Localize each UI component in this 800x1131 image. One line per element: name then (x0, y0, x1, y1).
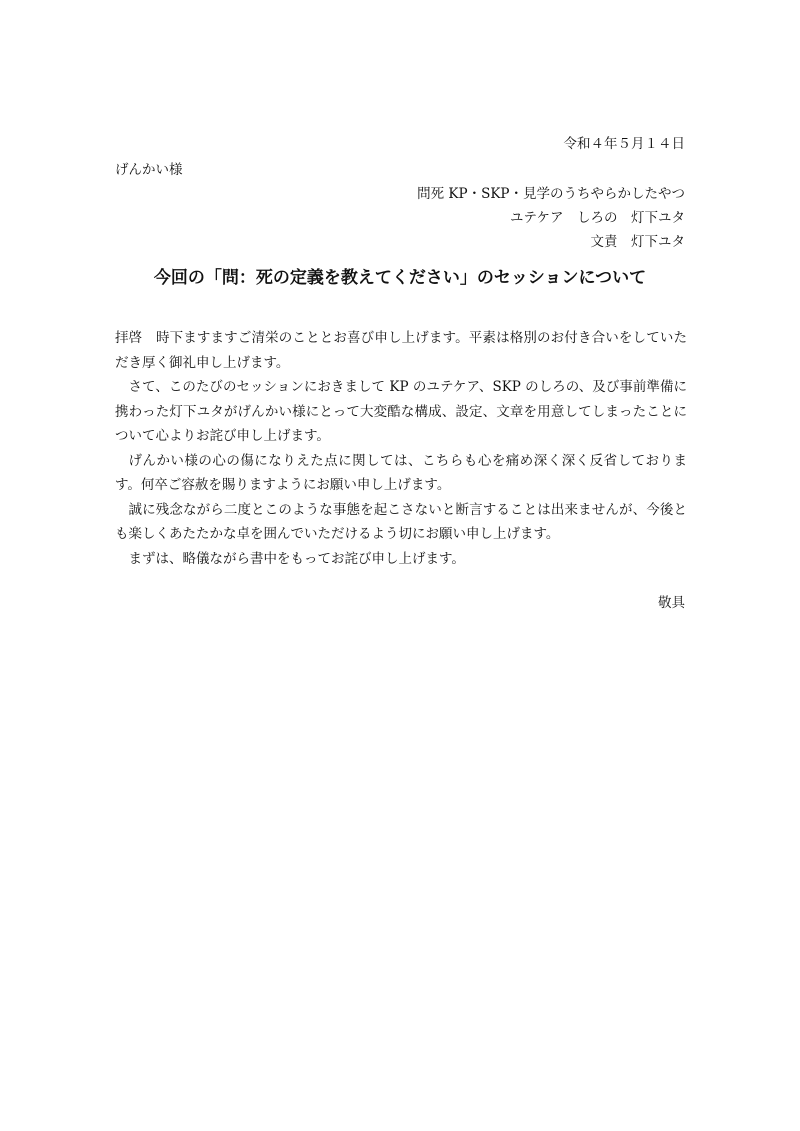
letter-closing: 敬具 (658, 595, 685, 611)
letter-date: 令和４年５月１４日 (563, 136, 685, 152)
recipient-name: げんかい様 (115, 162, 183, 178)
letter-body (115, 326, 687, 571)
sender-line-names: ユテケア しろの 灯下ユタ (510, 210, 685, 226)
sender-block (417, 182, 685, 254)
sender-line-author: 文責 灯下ユタ (590, 234, 685, 250)
paragraph-apology: さて、このたびのセッションにおきまして KP のユテケア、SKP のしろの、及び事前準備に携わった灯下ユタがげんかい様にとって大変酷な構成、設定、文章を用意してしまったことについて心よりお詫び申し上げます。 (115, 379, 687, 444)
paragraph-conclusion: まずは、略儀ながら書中をもってお詫び申し上げます。 (128, 550, 465, 567)
paragraph-request: 誠に残念ながら二度とこのような事態を起こさないと断言することは出来ませんが、今後とも楽しくあたたかな卓を囲んでいただけるよう切にお願い申し上げます。 (115, 501, 687, 542)
paragraph-greeting: 拝啓 時下ますますご清栄のこととお喜び申し上げます。平素は格別のお付き合いをしていただき厚く御礼申し上げます。 (115, 330, 687, 371)
sender-line-group: 問死 KP・SKP・見学のうちやらかしたやつ (417, 186, 685, 202)
letter-title: 今回の「問：死の定義を教えてください」のセッションについて (153, 268, 647, 288)
paragraph-reflection: げんかい様の心の傷になりえた点に関しては、こちらも心を痛め深く深く反省しております。何卒ご容赦を賜りますようにお願い申し上げます。 (115, 452, 687, 493)
